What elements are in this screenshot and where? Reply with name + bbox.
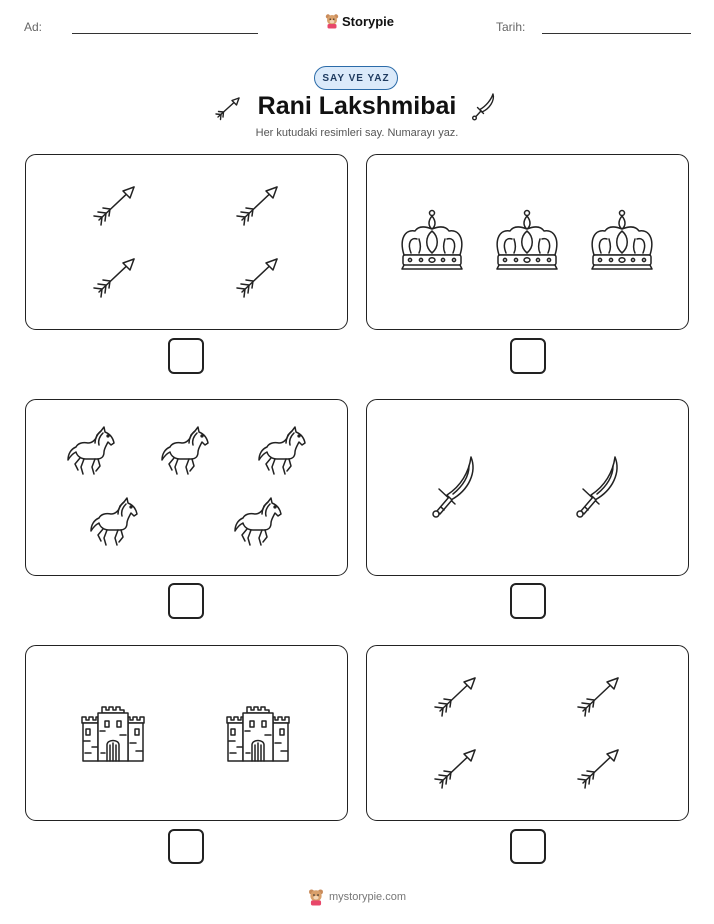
footer-url: mystorypie.com [329,891,407,903]
crown-icon [587,209,657,275]
footer [308,888,406,906]
brand-logo [325,13,394,29]
count-box-6 [366,645,689,821]
answer-box-6[interactable] [510,829,546,864]
count-box-5 [25,645,348,821]
horse-icon [87,496,141,548]
arrow-icon [233,254,283,300]
sword-icon [470,91,498,123]
arrow-icon [90,182,140,228]
sword-icon [571,454,625,520]
arrow-icon [233,182,283,228]
horse-icon [64,425,118,477]
bear-icon [325,13,339,29]
count-box-1 [25,154,348,330]
arrow-icon [574,673,624,719]
answer-box-4[interactable] [510,583,546,619]
castle-icon [80,703,146,763]
arrow-icon [574,745,624,791]
castle-icon [225,703,291,763]
bear-icon [308,888,324,906]
horse-icon [231,496,285,548]
arrow-icon [431,745,481,791]
sword-icon [427,454,481,520]
date-label: Tarih: [496,20,526,34]
horse-icon [255,425,309,477]
answer-box-1[interactable] [168,338,204,374]
horse-icon [158,425,212,477]
date-line[interactable] [542,33,691,34]
answer-box-5[interactable] [168,829,204,864]
activity-badge: SAY VE YAZ [314,66,398,90]
crown-icon [492,209,562,275]
crown-icon [397,209,467,275]
instructions: Her kutudaki resimleri say. Numarayı yaz. [255,127,459,139]
answer-box-3[interactable] [168,583,204,619]
name-line[interactable] [72,33,258,34]
arrow-icon [431,673,481,719]
answer-box-2[interactable] [510,338,546,374]
arrow-icon [90,254,140,300]
count-box-4 [366,399,689,576]
name-label: Ad: [24,20,43,34]
page-title: Rani Lakshmibai [257,92,457,120]
brand-name: Storypie [342,13,395,29]
